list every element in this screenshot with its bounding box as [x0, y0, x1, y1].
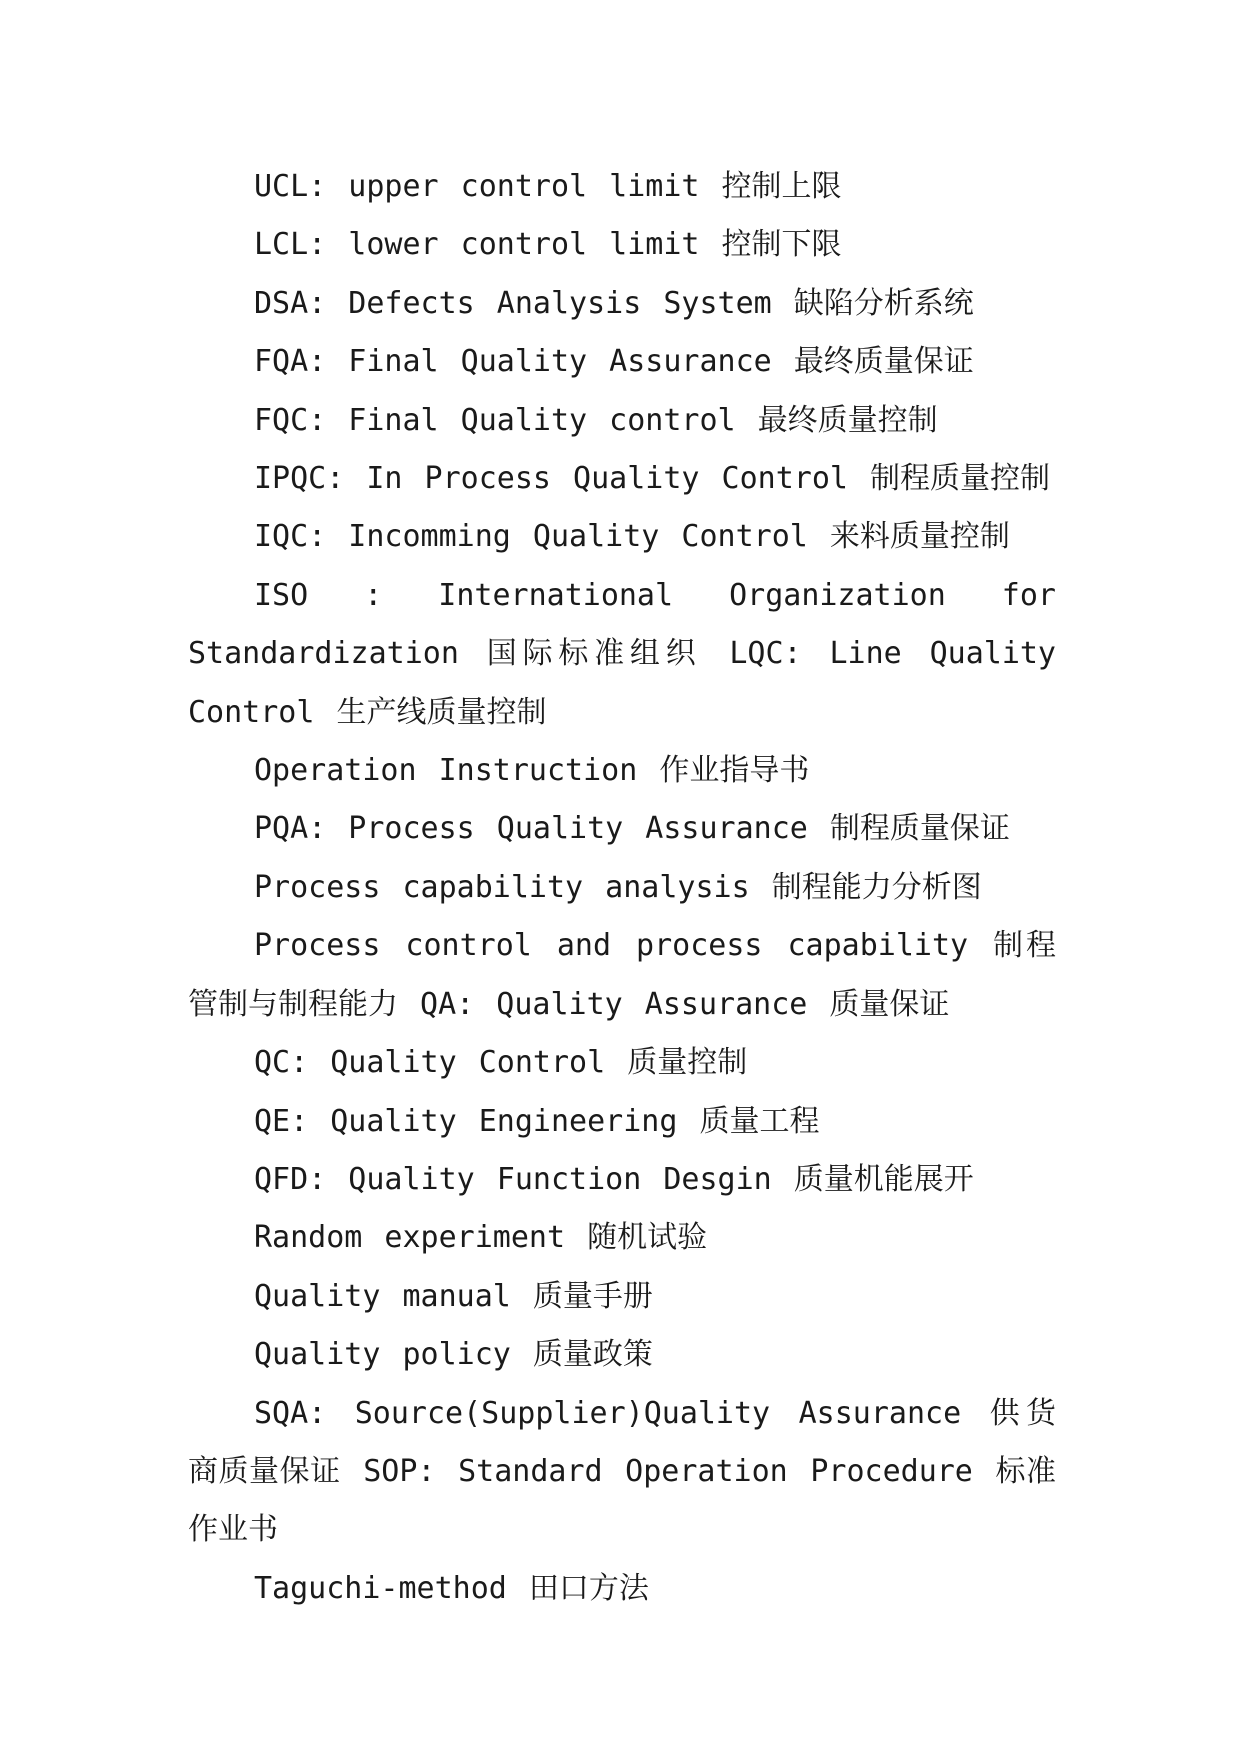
term-qfd: QFD: Quality Function Desgin 质量机能展开: [254, 1161, 974, 1197]
term-quality-policy: Quality policy 质量政策: [254, 1337, 653, 1373]
term-process-capability-analysis: Process capability analysis 制程能力分析图: [254, 869, 982, 905]
term-dsa: DSA: Defects Analysis System 缺陷分析系统: [254, 285, 974, 321]
term-qc: QC: Quality Control 质量控制: [254, 1045, 748, 1081]
term-qe: QE: Quality Engineering 质量工程: [254, 1103, 820, 1139]
term-ucl: UCL: upper control limit 控制上限: [254, 169, 842, 204]
term-pqa: PQA: Process Quality Assurance 制程质量保证: [254, 811, 1010, 847]
term-taguchi-method: Taguchi-method 田口方法: [254, 1570, 649, 1606]
term-iso-lqc: ISO : International Organization for Standardization 国际标准组织 LQC: Line Quality Control 生产线质量控制: [188, 577, 1056, 730]
term-fqc: FQC: Final Quality control 最终质量控制: [254, 402, 938, 438]
term-quality-manual: Quality manual 质量手册: [254, 1278, 653, 1314]
term-process-control-qa: Process control and process capability 制程管制与制程能力 QA: Quality Assurance 质量保证: [188, 928, 1056, 1022]
document-body: [188, 158, 1056, 1618]
term-lcl: LCL: lower control limit 控制下限: [254, 227, 842, 263]
term-sqa-sop: SQA: Source(Supplier)Quality Assurance 供货商质量保证 SOP: Standard Operation Procedure 标准作业书: [188, 1395, 1056, 1548]
term-random-experiment: Random experiment 随机试验: [254, 1220, 708, 1256]
term-fqa: FQA: Final Quality Assurance 最终质量保证: [254, 344, 974, 380]
term-operation-instruction: Operation Instruction 作业指导书: [254, 753, 810, 789]
term-ipqc: IPQC: In Process Quality Control 制程质量控制: [254, 461, 1051, 497]
term-iqc: IQC: Incomming Quality Control 来料质量控制: [254, 519, 1010, 555]
